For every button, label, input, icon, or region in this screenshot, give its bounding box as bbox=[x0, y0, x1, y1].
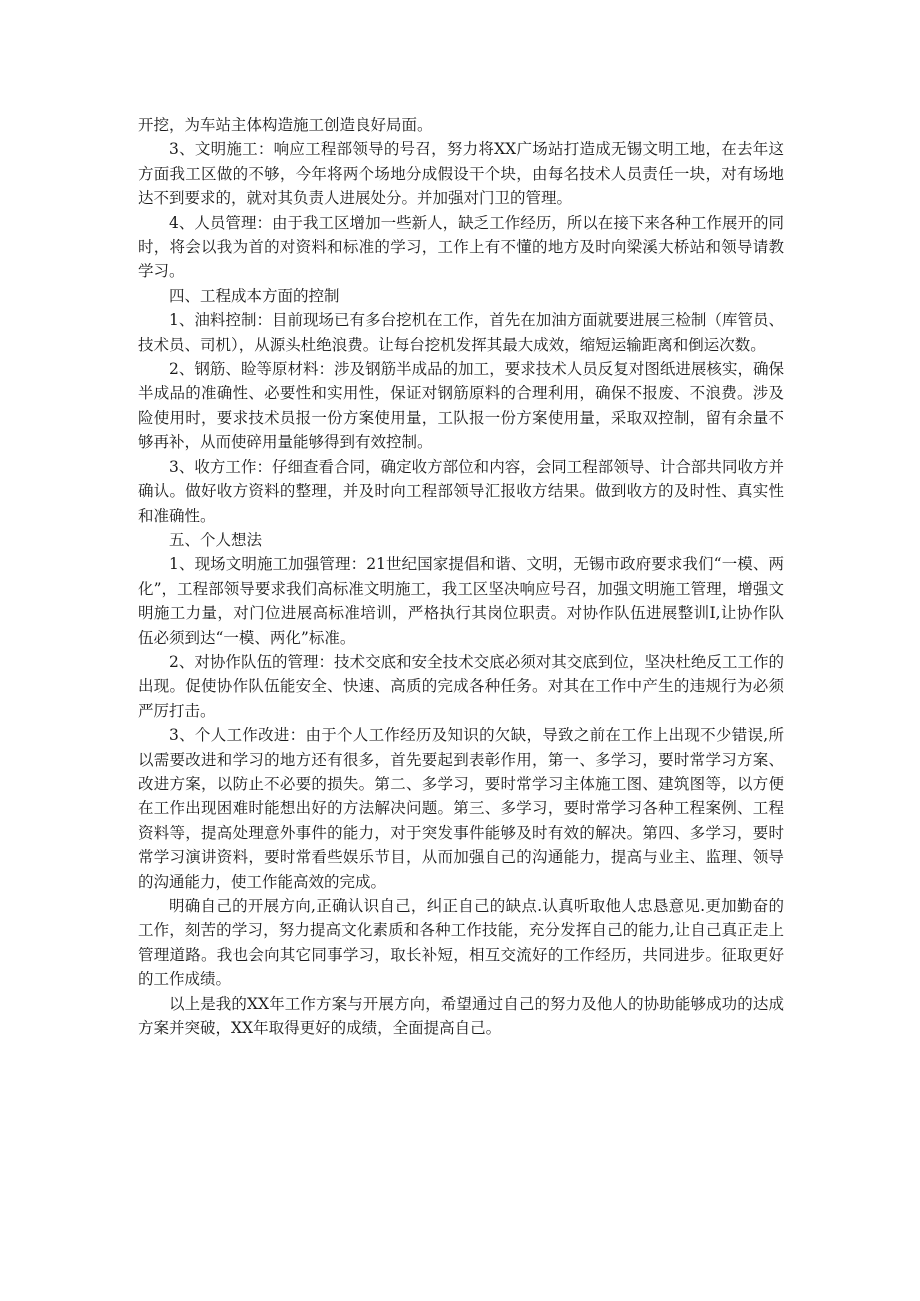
paragraph-conclusion: 以上是我的XX年工作方案与开展方向，希望通过自己的努力及他人的协助能够成功的达成方案并突破，XX年取得更好的成绩，全面提高自己。 bbox=[138, 994, 784, 1038]
paragraph-site-management: 1、现场文明施工加强管理：21世纪国家提倡和谐、文明，无锡市政府要求我们“一模、两化”，工程部领导要求我们高标准文明施工，我工区坚决响应号召，加强文明施工管理，增强文明施工力量，对门位进展高标准培训，严格执行其岗位职责。对协作队伍进展整训I,让协作队伍必须到达“一模、两化”标准。 bbox=[138, 555, 784, 647]
paragraph-civilized-construction: 3、文明施工：响应工程部领导的号召，努力将XX广场站打造成无锡文明工地，在去年这方面我工区做的不够，今年将两个场地分成假设干个块，由每名技术人员责任一块，对有场地达不到要求的，就对其负责人进展处分。并加强对门卫的管理。 bbox=[138, 140, 784, 208]
section-heading-personal-ideas: 五、个人想法 bbox=[169, 530, 263, 549]
paragraph-personal-improvement: 3、个人工作改进：由于个人工作经历及知识的欠缺，导致之前在工作上出现不少错误,所以需要改进和学习的地方还有很多，首先要起到表彰作用，第一、多学习，要时常学习方案、改进方案，以防止不必要的损失。第二、多学习，要时常学习主体施工图、建筑图等，以方便在工作出现困难时能想出好的方法解决问题。第三、多学习，要时常学习各种工程案例、工程资料等，提高处理意外事件的能力，对于突发事件能够及时有效的解决。第四、多学习，要时常学习演讲资料，要时常看些娱乐节目，从而加强自己的沟通能力，提高与业主、监理、领导的沟通能力，使工作能高效的完成。 bbox=[138, 726, 784, 891]
paragraph-quantity-survey: 3、收方工作：仔细查看合同，确定收方部位和内容，会同工程部领导、计合部共同收方并确认。做好收方资料的整理，并及时向工程部领导汇报收方结果。做到收方的及时性、真实性和准确性。 bbox=[138, 457, 784, 525]
paragraph-direction: 明确自己的开展方向,正确认识自己，纠正自己的缺点.认真听取他人忠恳意见.更加勤奋的工作，刻苦的学习，努力提高文化素质和各种工作技能，充分发挥自己的能力,让自己真正走上管理道路。我也会向其它同事学习，取长补短，相互交流好的工作经历，共同进步。征取更好的工作成绩。 bbox=[138, 897, 784, 989]
paragraph-fuel-control: 1、油料控制：目前现场已有多台挖机在工作，首先在加油方面就要进展三检制（库管员、技术员、司机），从源头杜绝浪费。让每台挖机发挥其最大成效，缩短运输距离和倒运次数。 bbox=[138, 311, 784, 354]
section-heading-cost-control: 四、工程成本方面的控制 bbox=[169, 286, 340, 305]
paragraph-team-management: 2、对协作队伍的管理：技术交底和安全技术交底必须对其交底到位，坚决杜绝反工工作的出现。促使协作队伍能安全、快速、高质的完成各种任务。对其在工作中产生的违规行为必须严厉打击。 bbox=[138, 652, 784, 720]
document-body bbox=[138, 113, 784, 1040]
paragraph-personnel-management: 4、人员管理：由于我工区增加一些新人，缺乏工作经历，所以在接下来各种工作展开的同时，将会以我为首的对资料和标准的学习，工作上有不懂的地方及时向梁溪大桥站和领导请教学习。 bbox=[138, 213, 784, 281]
paragraph-raw-materials: 2、钢筋、睑等原材料：涉及钢筋半成品的加工，要求技术人员反复对图纸进展核实，确保半成品的准确性、必要性和实用性，保证对钢筋原料的合理利用，确保不报废、不浪费。涉及险使用时，要求技术员报一份方案使用量，工队报一份方案使用量，采取双控制，留有余量不够再补，从而使碎用量能够得到有效控制。 bbox=[138, 360, 784, 452]
paragraph-continuation: 开挖，为车站主体构造施工创造良好局面。 bbox=[138, 116, 433, 134]
